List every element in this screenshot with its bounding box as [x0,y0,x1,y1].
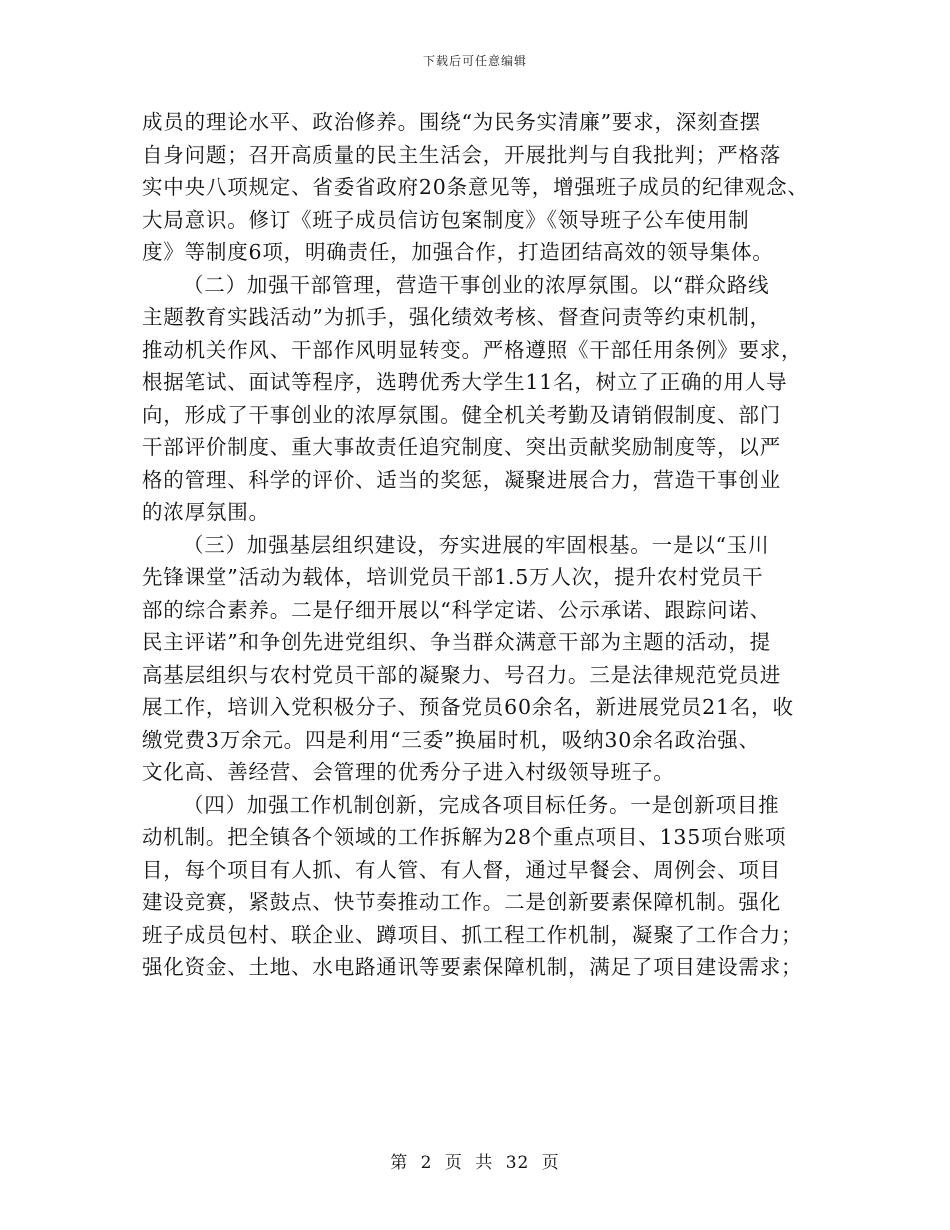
text-line: 向，形成了干事创业的浓厚氛围。健全机关考勤及请销假制度、部门 [142,402,781,427]
text-line: 高基层组织与农村党员干部的凝聚力、号召力。三是法律规范党员进 [142,662,781,687]
text-line: 缴党费3万余元。四是利用“三委”换届时机，吸纳30余名政治强、 [142,727,760,752]
text-line: 大局意识。修订《班子成员信访包案制度》《领导班子公车使用制 [142,207,750,232]
page-header: 下载后可任意编辑 [422,54,527,68]
text-line: 格的管理、科学的评价、适当的奖惩，凝聚进展合力，营造干事创业 [142,467,781,492]
text-line: 成员的理论水平、政治修养。围绕“为民务实清廉”要求，深刻查摆 [142,110,761,134]
paragraph-first-line: （四）加强工作机制创新，完成各项目标任务。一是创新项目推 [183,792,780,817]
text-line: 推动机关作风、干部作风明显转变。严格遵照《干部任用条例》要求， [142,337,803,362]
text-line: 建设竞赛，紧鼓点、快节奏推动工作。二是创新要素保障机制。强化 [142,890,781,914]
text-line: 的浓厚氛围。 [142,500,270,524]
text-line: 主题教育实践活动”为抓手，强化绩效考核、督查问责等约束机制， [142,305,771,329]
text-line: 动机制。把全镇各个领域的工作拆解为28个重点项目、135项台账项 [142,825,787,849]
text-line: 班子成员包村、联企业、蹲项目、抓工程工作机制，凝聚了工作合力； [142,922,803,947]
text-line: 强化资金、土地、水电路通讯等要素保障机制，满足了项目建设需求； [142,955,803,979]
text-line: 实中央八项规定、省委省政府20条意见等，增强班子成员的纪律观念、 [142,175,809,199]
text-line: 自身问题；召开高质量的民主生活会，开展批判与自我批判；严格落 [142,142,781,167]
text-line: 部的综合素养。二是仔细开展以“科学定诺、公示承诺、跟踪问诺、 [142,597,771,622]
text-line: 文化高、善经营、会管理的优秀分子进入村级领导班子。 [142,760,675,784]
text-line: 度》等制度6项，明确责任，加强合作，打造团结高效的领导集体。 [142,240,774,264]
text-line: 先锋课堂”活动为载体，培训党员干部1.5万人次，提升农村党员干 [142,565,764,589]
document-body [142,106,822,984]
text-line: 干部评价制度、重大事故责任追究制度、突出贡献奖励制度等，以严 [142,435,781,459]
text-line: 目，每个项目有人抓、有人管、有人督，通过早餐会、周例会、项目 [142,857,781,882]
text-line: 根据笔试、面试等程序，选聘优秀大学生11名，树立了正确的用人导 [142,370,788,394]
page-footer: 第 2 页 共 32 页 [390,1153,560,1173]
paragraph-first-line: （二）加强干部管理，营造干事创业的浓厚氛围。以“群众路线 [183,272,770,297]
text-line: 展工作，培训入党积极分子、预备党员60余名，新进展党员21名，收 [142,695,794,719]
text-line: 民主评诺”和争创先进党组织、争当群众满意干部为主题的活动，提 [142,630,771,654]
paragraph-first-line: （三）加强基层组织建设，夯实进展的牢固根基。一是以“玉川 [183,532,770,557]
